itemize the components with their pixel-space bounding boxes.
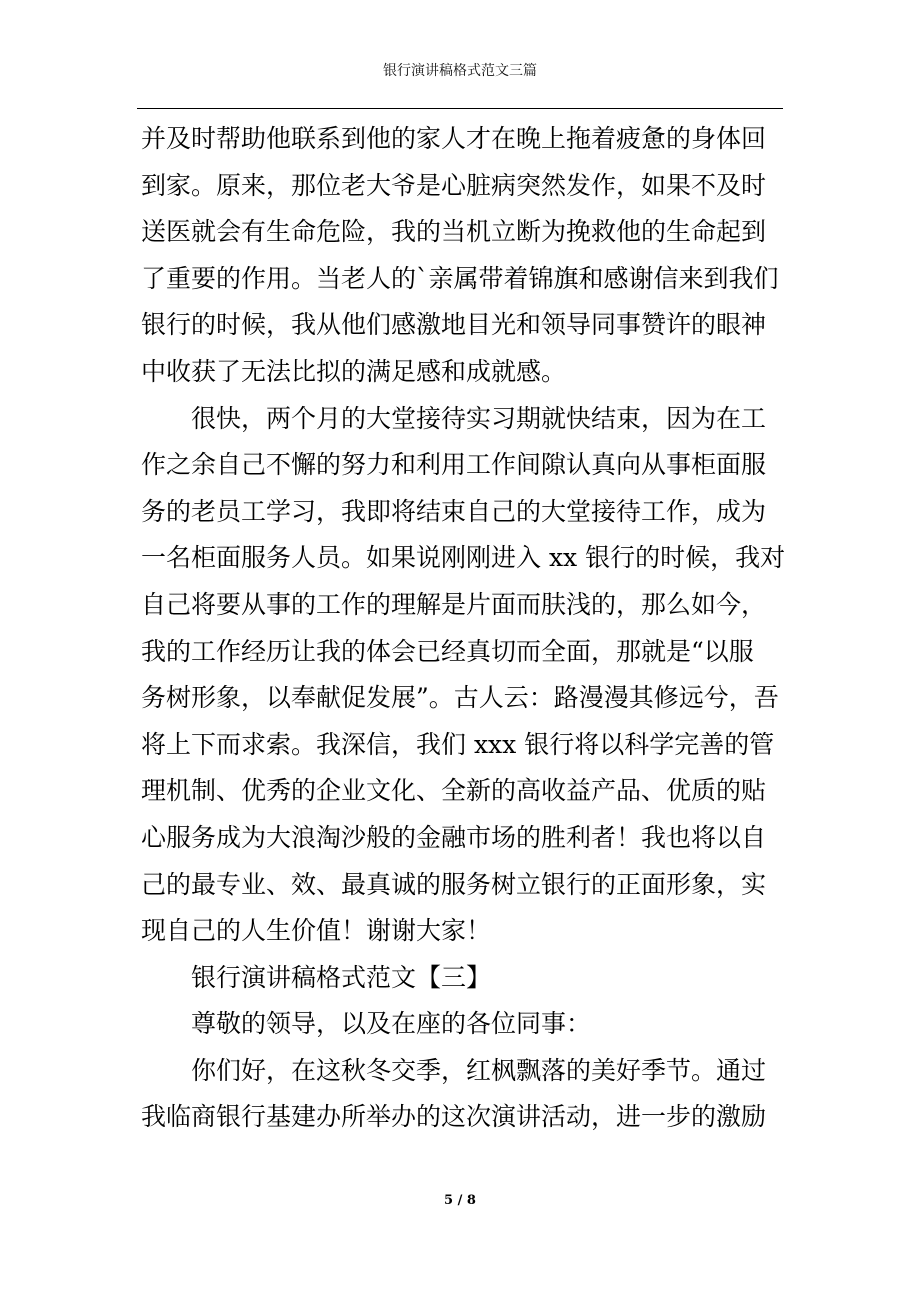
text-line-8: 作之余自己不懈的努力和利用工作间隙认真向从事柜面服 [141,450,767,480]
page-number: 5 / 8 [444,1193,476,1208]
text-line-14: 将上下而求索。我深信，我们 xxx 银行将以科学完善的管 [141,729,775,759]
text-line-3: 送医就会有生命危险，我的当机立断为挽救他的生命起到 [141,217,767,247]
text-line-15: 理机制、优秀的企业文化、全新的高收益产品、优质的贴 [141,776,767,806]
page-header-title: 银行演讲稿格式范文三篇 [383,63,537,79]
text-line-2: 到家。原来，那位老大爷是心脏病突然发作，如果不及时 [141,170,767,200]
text-line-6: 中收获了无法比拟的满足感和成就感。 [141,356,567,386]
text-line-22: 我临商银行基建办所举办的这次演讲活动，进一步的激励 [141,1102,767,1132]
text-line-13: 务树形象，以奉献促发展”。古人云：路漫漫其修远兮，吾 [141,683,779,713]
text-line-21: 你们好，在这秋冬交季，红枫飘落的美好季节。通过 [191,1055,767,1085]
text-line-17: 己的最专业、效、最真诚的服务树立银行的正面形象，实 [141,869,767,899]
document-body [141,116,786,1141]
text-line-16: 心服务成为大浪淘沙般的金融市场的胜利者！我也将以自 [141,822,767,852]
salutation-line: 尊敬的领导，以及在座的各位同事： [191,1009,592,1039]
section-heading: 银行演讲稿格式范文【三】 [191,962,492,992]
text-line-18: 现自己的人生价值！谢谢大家！ [141,916,492,946]
header-divider [137,108,783,109]
text-line-1: 并及时帮助他联系到他的家人才在晚上拖着疲惫的身体回 [141,124,767,153]
text-line-10: 一名柜面服务人员。如果说刚刚进入 xx 银行的时候，我对 [141,543,786,573]
text-line-9: 务的老员工学习，我即将结束自己的大堂接待工作，成为 [141,496,767,526]
text-line-7: 很快，两个月的大堂接待实习期就快结束，因为在工 [191,403,767,433]
text-line-5: 银行的时候，我从他们感激地目光和领导同事赞许的眼神 [141,310,767,340]
text-line-4: 了重要的作用。当老人的`亲属带着锦旗和感谢信来到我们 [141,263,779,293]
text-line-11: 自己将要从事的工作的理解是片面而肤浅的，那么如今， [141,589,767,619]
text-line-12: 我的工作经历让我的体会已经真切而全面，那就是“以服 [141,636,754,666]
